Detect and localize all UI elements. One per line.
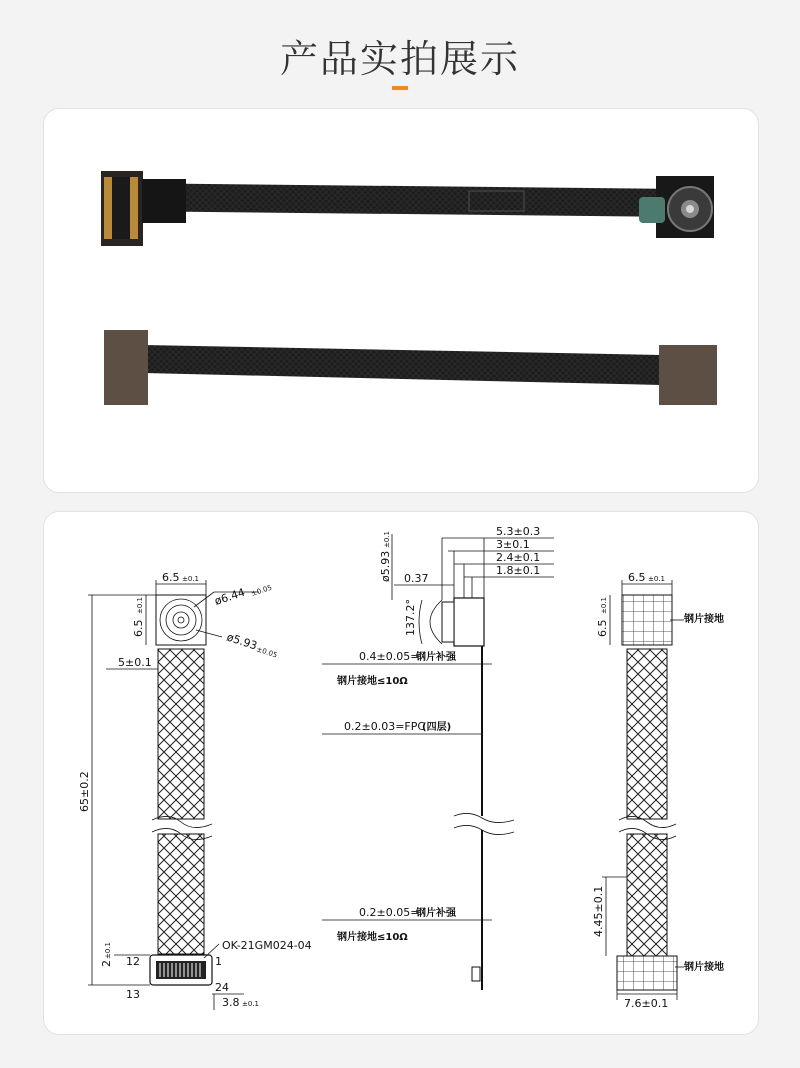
side-dim-1-8: 1.8±0.1 <box>496 564 541 577</box>
fpc-back-lower <box>627 834 667 956</box>
connector-height-dim: 2 <box>100 960 113 967</box>
pin-12-label: 12 <box>126 955 140 968</box>
svg-text:钢片补强: 钢片补强 <box>416 908 456 919</box>
side-dim-0-37: 0.37 <box>404 572 429 585</box>
drawing-svg <box>44 512 758 1034</box>
ground-top-label: 钢片接地≤10Ω <box>337 676 408 687</box>
side-lens-diameter: ø5.93 <box>379 550 392 582</box>
fpc-upper <box>158 649 204 819</box>
total-length-dim: 65±0.2 <box>78 771 91 812</box>
svg-text:±0.1: ±0.1 <box>600 597 608 614</box>
lens-square <box>156 595 206 645</box>
front-view <box>78 571 312 1010</box>
drawing-card <box>43 511 759 1035</box>
page-title: 产品实拍展示 <box>279 37 520 81</box>
fpc-lower <box>158 834 204 954</box>
pin-1-label: 1 <box>215 955 222 968</box>
svg-text:±0.1: ±0.1 <box>383 531 391 548</box>
back-top-width: 6.5 <box>628 571 646 584</box>
lens-height-dim: 6.5 <box>132 619 145 637</box>
connector-pins <box>104 177 138 239</box>
back-ground-top: 钢片接地 <box>684 614 724 625</box>
svg-text:±0.1: ±0.1 <box>648 575 665 583</box>
lens-cap <box>639 197 665 223</box>
svg-text:±0.1: ±0.1 <box>104 942 112 959</box>
stiffener-right <box>659 345 717 405</box>
back-top-height: 6.5 <box>596 619 609 637</box>
fpc-back-upper <box>627 649 667 819</box>
ground-bottom-label: 钢片接地≤10Ω <box>337 932 408 943</box>
svg-text:±0.1: ±0.1 <box>136 597 144 614</box>
fpc-thickness-dim: 0.2±0.03=FPC <box>344 720 426 733</box>
side-view <box>322 525 554 990</box>
stiffener-bottom-grid <box>617 956 677 990</box>
connector-width-dim: 3.8 <box>222 996 240 1009</box>
lens-body <box>454 598 484 646</box>
lens-outer-diameter: ø6.44 <box>212 585 247 608</box>
lens-dome <box>430 600 442 644</box>
photo-svg <box>44 109 758 492</box>
side-angle-dim: 137.2° <box>404 599 417 636</box>
back-view <box>592 571 724 1010</box>
svg-text:±0.1: ±0.1 <box>242 1000 259 1008</box>
part-number-label: OK-21GM024-04 <box>222 939 312 952</box>
svg-text:±0.1: ±0.1 <box>182 575 199 583</box>
back-bottom-width: 7.6±0.1 <box>624 997 669 1010</box>
svg-text:±0.05: ±0.05 <box>250 583 274 598</box>
camera-module-back <box>104 330 717 405</box>
back-bottom-height: 4.45±0.1 <box>592 885 605 937</box>
svg-text:±0.05: ±0.05 <box>255 645 279 660</box>
stiffener-bottom-dim: 0.2±0.05= <box>359 906 420 919</box>
side-dim-5-3: 5.3±0.3 <box>496 525 541 538</box>
lens-width-dim: 6.5 <box>162 571 180 584</box>
neck-width-dim: 5±0.1 <box>118 656 152 669</box>
camera-module-front <box>101 171 714 246</box>
title-accent-bar <box>392 86 408 90</box>
stiffener-top-dim: 0.4±0.05= <box>359 650 420 663</box>
stiffener-top-grid <box>622 595 672 645</box>
photo-card <box>43 108 759 493</box>
side-dim-2-4: 2.4±0.1 <box>496 551 541 564</box>
svg-text:(四层): (四层) <box>422 722 452 733</box>
stiffener-left <box>104 330 148 405</box>
svg-text:钢片补强: 钢片补强 <box>416 652 456 663</box>
pin-13-label: 13 <box>126 988 140 1001</box>
pin-24-label: 24 <box>215 981 229 994</box>
lens-inner-diameter: ø5.93 <box>225 630 259 653</box>
back-ground-bottom: 钢片接地 <box>684 962 724 973</box>
side-dim-3: 3±0.1 <box>496 538 530 551</box>
